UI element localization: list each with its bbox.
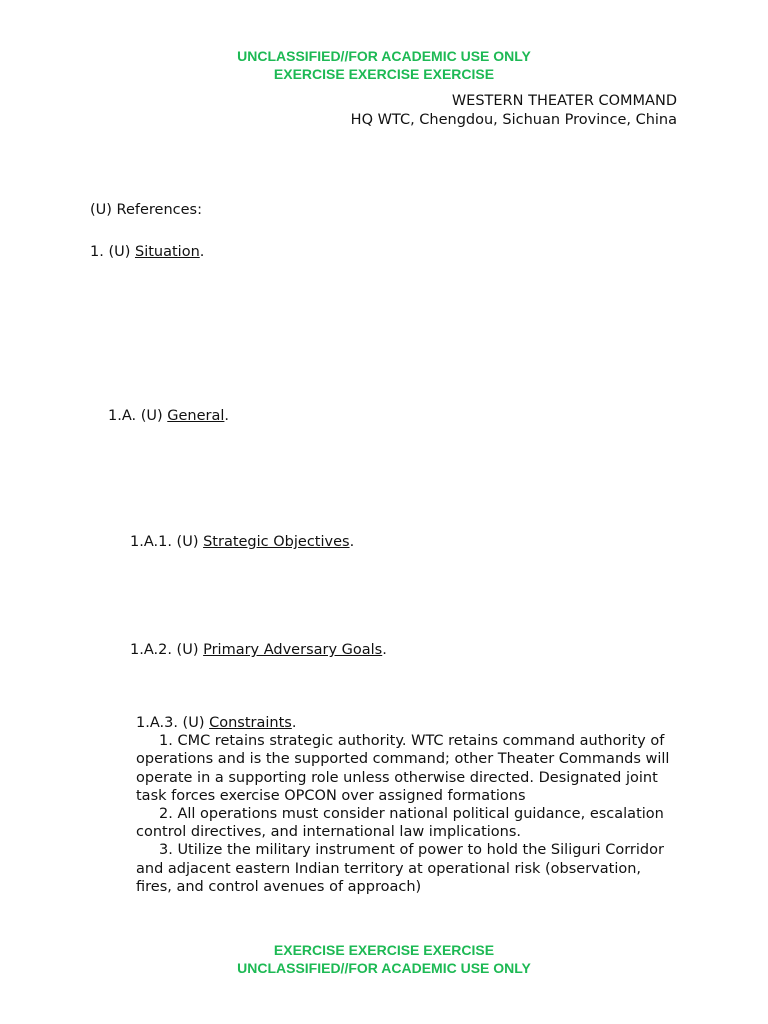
section-title: Constraints [209, 715, 292, 731]
classification-banner-top [0, 47, 768, 83]
command-header [351, 92, 677, 129]
references-label: (U) References: [90, 202, 202, 218]
section-number: 1. (U) [90, 244, 135, 260]
section-title: General [167, 408, 225, 424]
section-punct: . [199, 244, 205, 260]
constraint-item-1: 1. CMC retains strategic authority. WTC retains command authority of operations and is the supported command; other Theater Commands will operate in a supporting role unless otherwise directed. Designated joint task forces exercise OPCON over assigned formations [136, 733, 670, 804]
section-adversary-goals-heading [130, 641, 387, 659]
exercise-line: EXERCISE EXERCISE EXERCISE [273, 66, 495, 82]
section-number: 1.A.2. (U) [130, 642, 204, 658]
exercise-line: EXERCISE EXERCISE EXERCISE [273, 942, 495, 958]
constraint-item-2: 2. All operations must consider national political guidance, escalation control directives, and international law implications. [136, 806, 664, 841]
section-title: Primary Adversary Goals [203, 642, 383, 658]
section-title: Situation [134, 244, 200, 260]
section-punct: . [291, 715, 297, 731]
section-punct: . [382, 642, 387, 658]
constraint-item-3: 3. Utilize the military instrument of power to hold the Siliguri Corridor and adjacent eastern Indian territory at operational risk (observation, fires, and control avenues of approach) [136, 842, 664, 895]
section-strategic-objectives-heading [130, 533, 354, 551]
command-name: WESTERN THEATER COMMAND [451, 93, 677, 109]
section-number: 1.A. (U) [108, 408, 168, 424]
section-general-heading [108, 407, 229, 425]
classification-line: UNCLASSIFIED//FOR ACADEMIC USE ONLY [237, 48, 531, 64]
section-situation-heading [90, 243, 204, 261]
command-location: HQ WTC, Chengdou, Sichuan Province, China [350, 111, 677, 128]
section-punct: . [224, 408, 230, 424]
section-number: 1.A.1. (U) [130, 534, 204, 550]
section-punct: . [349, 534, 355, 550]
section-constraints-heading [136, 714, 681, 732]
section-title: Strategic Objectives [203, 534, 350, 550]
section-constraints [136, 714, 681, 896]
classification-banner-bottom [0, 941, 768, 977]
section-number: 1.A.3. (U) [136, 715, 210, 731]
classification-line: UNCLASSIFIED//FOR ACADEMIC USE ONLY [237, 960, 531, 976]
